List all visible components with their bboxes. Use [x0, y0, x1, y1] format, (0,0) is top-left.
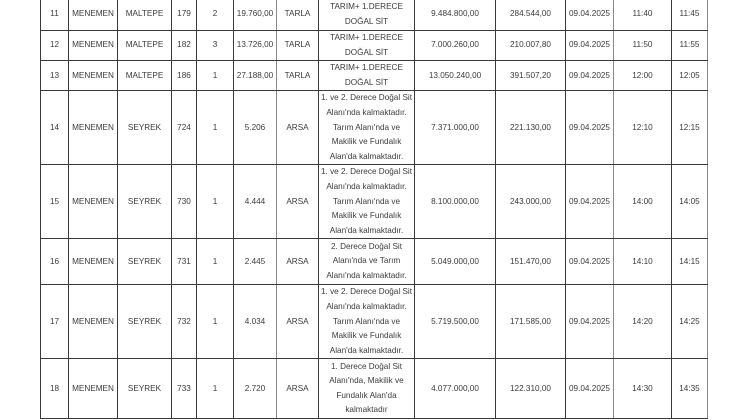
- row-number: 13: [41, 61, 69, 91]
- parcel-cell: 1: [197, 359, 234, 419]
- end-time-cell: 11:55: [672, 31, 708, 61]
- table-row: [41, 285, 708, 359]
- start-time-cell: 12:00: [614, 61, 672, 91]
- table-row: [41, 31, 708, 61]
- start-time-cell: 14:10: [614, 239, 672, 285]
- district-cell: MENEMEN: [69, 359, 118, 419]
- neighborhood-cell: SEYREK: [118, 359, 172, 419]
- description-cell: 1. ve 2. Derece Doğal Sit Alanı'nda kalmaktadır. Tarım Alanı'nda ve Makilik ve Fundalık Alan'da kalmaktadır.: [319, 285, 415, 359]
- estimated-value-cell: 5.719.500,00: [415, 285, 496, 359]
- area-cell: 2.445: [234, 239, 277, 285]
- date-cell: 09.04.2025: [566, 165, 614, 239]
- estimated-value-cell: 5.049.000,00: [415, 239, 496, 285]
- deposit-cell: 171.585,00: [496, 285, 566, 359]
- estimated-value-cell: 9.484.800,00: [415, 0, 496, 31]
- start-time-cell: 14:20: [614, 285, 672, 359]
- estimated-value-cell: 13.050.240,00: [415, 61, 496, 91]
- deposit-cell: 210.007,80: [496, 31, 566, 61]
- date-cell: 09.04.2025: [566, 0, 614, 31]
- neighborhood-cell: SEYREK: [118, 91, 172, 165]
- block-cell: 731: [172, 239, 197, 285]
- type-cell: TARLA: [277, 61, 319, 91]
- date-cell: 09.04.2025: [566, 285, 614, 359]
- parcel-cell: 1: [197, 285, 234, 359]
- parcel-cell: 1: [197, 91, 234, 165]
- type-cell: ARSA: [277, 239, 319, 285]
- date-cell: 09.04.2025: [566, 31, 614, 61]
- row-number: 16: [41, 239, 69, 285]
- area-cell: 5.206: [234, 91, 277, 165]
- deposit-cell: 221.130,00: [496, 91, 566, 165]
- parcel-cell: 3: [197, 31, 234, 61]
- neighborhood-cell: SEYREK: [118, 239, 172, 285]
- row-number: 11: [41, 0, 69, 31]
- description-cell: 1. ve 2. Derece Doğal Sit Alanı'nda kalmaktadır. Tarım Alanı'nda ve Makilik ve Fundalık Alan'da kalmaktadır.: [319, 91, 415, 165]
- end-time-cell: 14:35: [672, 359, 708, 419]
- end-time-cell: 12:05: [672, 61, 708, 91]
- neighborhood-cell: MALTEPE: [118, 31, 172, 61]
- estimated-value-cell: 7.000.260,00: [415, 31, 496, 61]
- deposit-cell: 122.310,00: [496, 359, 566, 419]
- district-cell: MENEMEN: [69, 239, 118, 285]
- district-cell: MENEMEN: [69, 0, 118, 31]
- start-time-cell: 12:10: [614, 91, 672, 165]
- block-cell: 182: [172, 31, 197, 61]
- row-number: 17: [41, 285, 69, 359]
- area-cell: 4.034: [234, 285, 277, 359]
- district-cell: MENEMEN: [69, 31, 118, 61]
- description-cell: 1. ve 2. Derece Doğal Sit Alanı'nda kalmaktadır. Tarım Alanı'nda ve Makilik ve Fundalık Alan'da kalmaktadır.: [319, 165, 415, 239]
- type-cell: ARSA: [277, 165, 319, 239]
- district-cell: MENEMEN: [69, 285, 118, 359]
- block-cell: 179: [172, 0, 197, 31]
- district-cell: MENEMEN: [69, 165, 118, 239]
- neighborhood-cell: SEYREK: [118, 165, 172, 239]
- block-cell: 732: [172, 285, 197, 359]
- table-row: [41, 359, 708, 419]
- area-cell: 27.188,00: [234, 61, 277, 91]
- start-time-cell: 14:00: [614, 165, 672, 239]
- auction-parcel-table: [40, 0, 708, 419]
- area-cell: 2.720: [234, 359, 277, 419]
- district-cell: MENEMEN: [69, 91, 118, 165]
- row-number: 18: [41, 359, 69, 419]
- deposit-cell: 284.544,00: [496, 0, 566, 31]
- deposit-cell: 243.000,00: [496, 165, 566, 239]
- end-time-cell: 11:45: [672, 0, 708, 31]
- start-time-cell: 11:40: [614, 0, 672, 31]
- parcel-cell: 1: [197, 61, 234, 91]
- neighborhood-cell: MALTEPE: [118, 0, 172, 31]
- estimated-value-cell: 4.077.000,00: [415, 359, 496, 419]
- description-cell: 2. Derece Doğal Sit Alanı'nda ve Tarım Alanı'nda kalmaktadır.: [319, 239, 415, 285]
- district-cell: MENEMEN: [69, 61, 118, 91]
- table-row: [41, 165, 708, 239]
- description-cell: 1. Derece Doğal Sit Alanı'nda, Makilik ve Fundalık Alan'da kalmaktadır: [319, 359, 415, 419]
- deposit-cell: 391.507,20: [496, 61, 566, 91]
- block-cell: 730: [172, 165, 197, 239]
- date-cell: 09.04.2025: [566, 239, 614, 285]
- parcel-cell: 1: [197, 239, 234, 285]
- estimated-value-cell: 8.100.000,00: [415, 165, 496, 239]
- row-number: 14: [41, 91, 69, 165]
- neighborhood-cell: SEYREK: [118, 285, 172, 359]
- description-cell: TARIM+ 1.DERECE DOĞAL SİT: [319, 61, 415, 91]
- table-row: [41, 61, 708, 91]
- type-cell: ARSA: [277, 285, 319, 359]
- parcel-cell: 1: [197, 165, 234, 239]
- deposit-cell: 151.470,00: [496, 239, 566, 285]
- end-time-cell: 14:15: [672, 239, 708, 285]
- end-time-cell: 14:25: [672, 285, 708, 359]
- block-cell: 733: [172, 359, 197, 419]
- block-cell: 724: [172, 91, 197, 165]
- date-cell: 09.04.2025: [566, 91, 614, 165]
- description-cell: TARIM+ 1.DERECE DOĞAL SİT: [319, 0, 415, 31]
- start-time-cell: 14:30: [614, 359, 672, 419]
- estimated-value-cell: 7.371.000,00: [415, 91, 496, 165]
- type-cell: ARSA: [277, 91, 319, 165]
- type-cell: TARLA: [277, 0, 319, 31]
- table-row: [41, 0, 708, 31]
- date-cell: 09.04.2025: [566, 61, 614, 91]
- block-cell: 186: [172, 61, 197, 91]
- parcel-cell: 2: [197, 0, 234, 31]
- area-cell: 19.760,00: [234, 0, 277, 31]
- area-cell: 13.726,00: [234, 31, 277, 61]
- description-cell: TARIM+ 1.DERECE DOĞAL SİT: [319, 31, 415, 61]
- start-time-cell: 11:50: [614, 31, 672, 61]
- area-cell: 4.444: [234, 165, 277, 239]
- neighborhood-cell: MALTEPE: [118, 61, 172, 91]
- end-time-cell: 14:05: [672, 165, 708, 239]
- type-cell: ARSA: [277, 359, 319, 419]
- table-row: [41, 91, 708, 165]
- row-number: 15: [41, 165, 69, 239]
- date-cell: 09.04.2025: [566, 359, 614, 419]
- type-cell: TARLA: [277, 31, 319, 61]
- table-row: [41, 239, 708, 285]
- end-time-cell: 12:15: [672, 91, 708, 165]
- row-number: 12: [41, 31, 69, 61]
